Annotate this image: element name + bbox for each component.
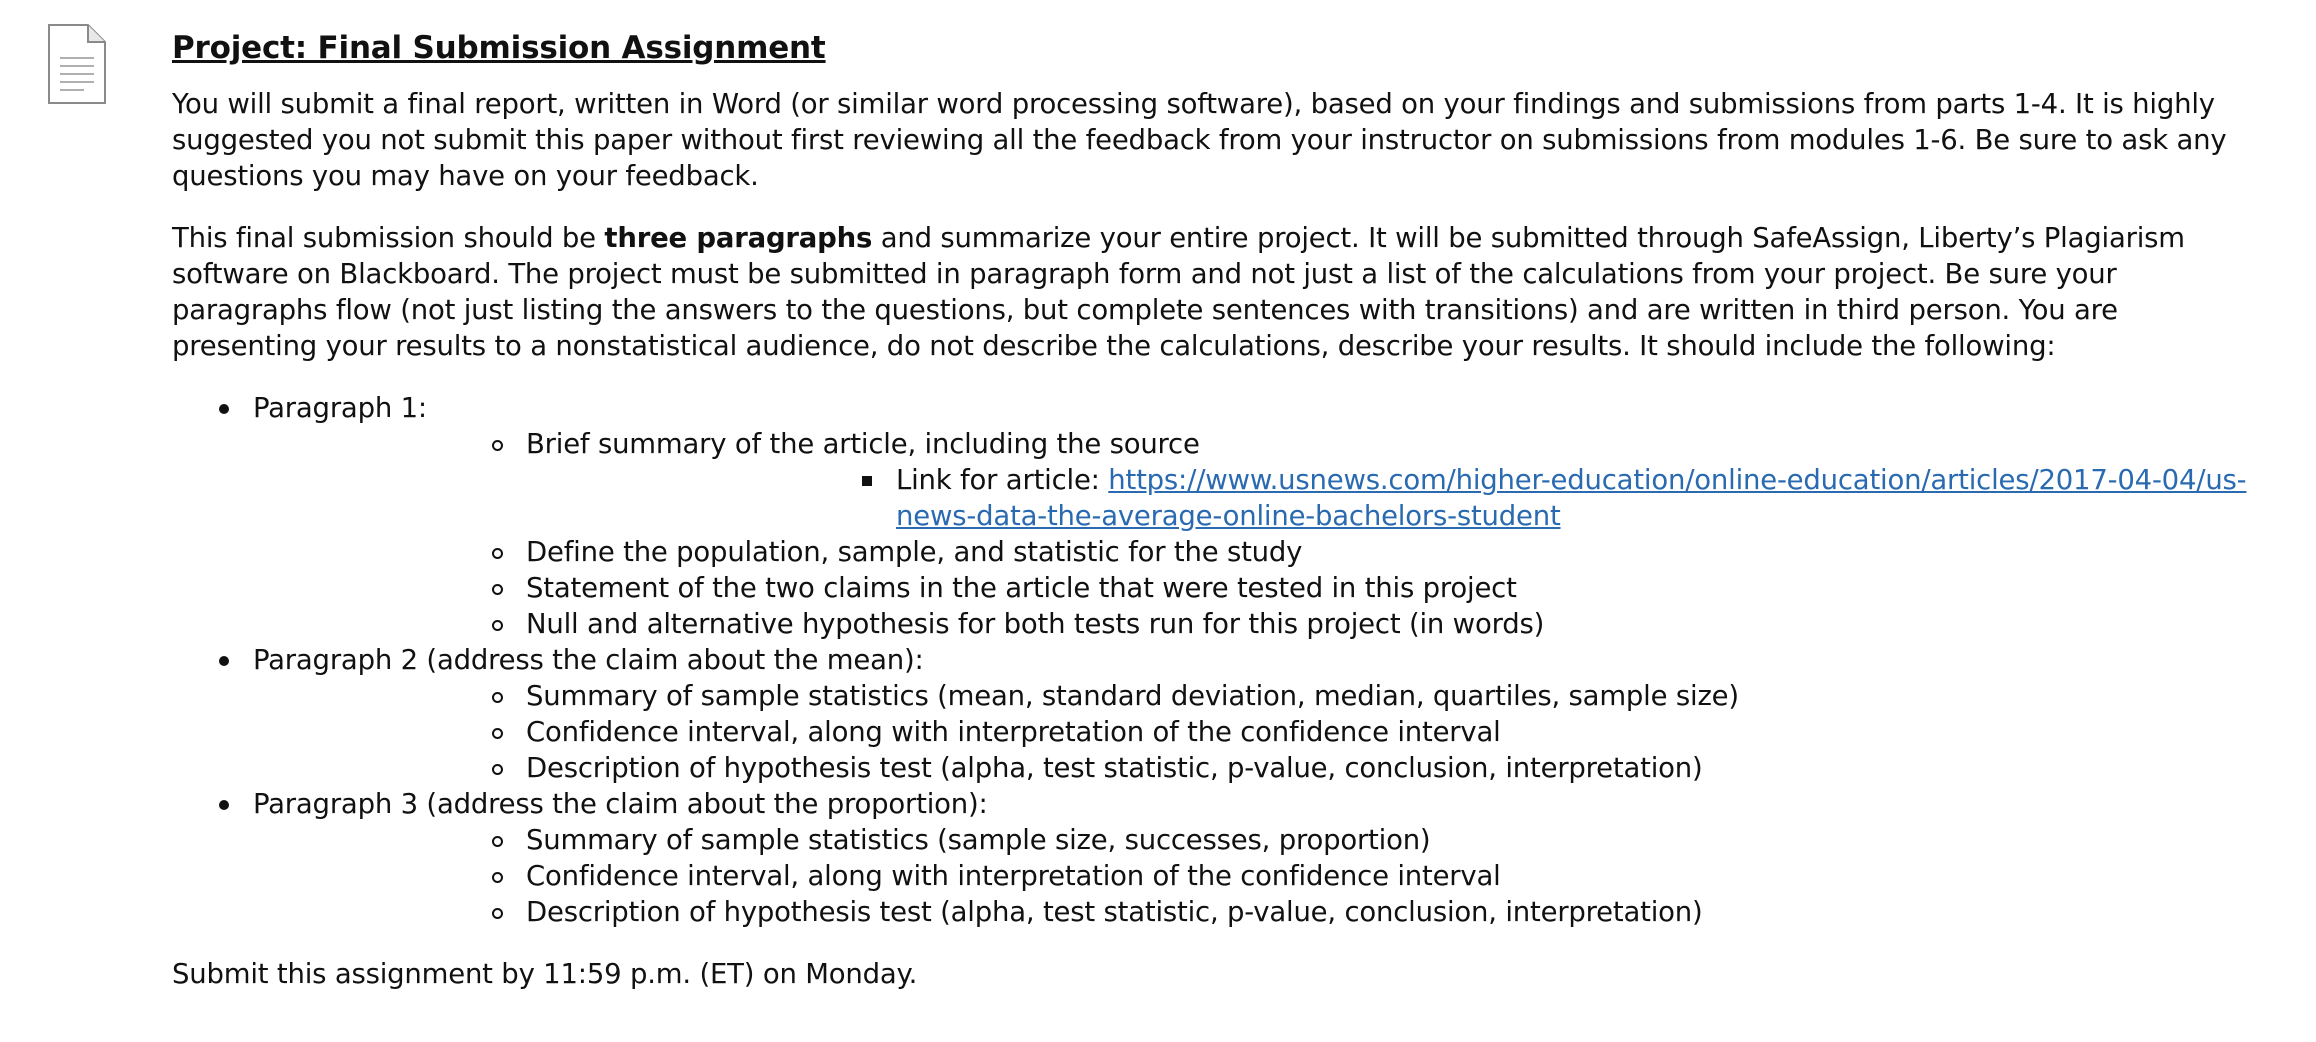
list-subitem [172,822,2262,858]
intro-paragraph: You will submit a final report, written in Word (or similar word processing software), based on your findings and submissions from parts 1-4. It is highly suggested you not submit this paper without first reviewing all the feedback from your instructor on submissions from modules 1-6. Be sure to ask any questions you may have on your feedback. [172,88,2227,192]
list-subitem-text: Summary of sample statistics (sample size, successes, proportion) [526,824,1431,856]
requirements-list [172,390,2262,930]
document-content [172,26,2262,1018]
list-subitem-text: Null and alternative hypothesis for both tests run for this project (in words) [526,608,1545,640]
list-item-label: Paragraph 2 (address the claim about the mean): [253,644,924,676]
hollow-bullet-icon [492,728,503,739]
document-file-icon [46,22,108,106]
list-subitem-text: Description of hypothesis test (alpha, test statistic, p-value, conclusion, interpretation) [526,752,1703,784]
list-subitem [172,750,2262,786]
list-subitem-text: Brief summary of the article, including the source [526,428,1200,460]
filled-bullet-icon [219,656,229,666]
link-label: Link for article: [896,464,1109,496]
list-subitem-text: Statement of the two claims in the article that were tested in this project [526,572,1517,604]
submission-deadline: Submit this assignment by 11:59 p.m. (ET) on Monday. [172,958,918,990]
list-subitem-text: Confidence interval, along with interpretation of the confidence interval [526,716,1501,748]
hollow-bullet-icon [492,548,503,559]
page-title: Project: Final Submission Assignment [172,30,826,66]
list-item-paragraph-1 [172,390,2262,426]
hollow-bullet-icon [492,764,503,775]
hollow-bullet-icon [492,692,503,703]
list-subitem [172,534,2262,570]
list-item-paragraph-3 [172,786,2262,822]
filled-bullet-icon [219,800,229,810]
list-item-label: Paragraph 3 (address the claim about the proportion): [253,788,988,820]
list-subitem-text: Define the population, sample, and statistic for the study [526,536,1303,568]
requirements-bold-text: three paragraphs [604,222,873,254]
list-subitem-text: Summary of sample statistics (mean, standard deviation, median, quartiles, sample size) [526,680,1739,712]
list-subsubitem-link [172,462,2262,534]
article-link[interactable]: https://www.usnews.com/higher-education/online-education/articles/2017-04-04/us-news-data-the-average-online-bachelors-student [896,464,2247,532]
list-item-label: Paragraph 1: [253,392,427,424]
filled-bullet-icon [219,404,229,414]
hollow-bullet-icon [492,584,503,595]
list-subitem [172,426,2262,462]
list-subitem [172,678,2262,714]
requirements-text-start: This final submission should be [172,222,605,254]
hollow-bullet-icon [492,620,503,631]
requirements-text-end: and summarize your entire project. It will be submitted through SafeAssign, Liberty’s Plagiarism software on Blackboard. The project must be submitted in paragraph form and not just a list of the calculations from your project. Be sure your paragraphs flow (not just listing the answers to the questions, but complete sentences with transitions) and are written in third person. You are presenting your results to a nonstatistical audience, do not describe the calculations, describe your results. It should include the following: [172,222,2185,362]
list-subitem [172,858,2262,894]
list-subitem-text: Description of hypothesis test (alpha, test statistic, p-value, conclusion, interpretation) [526,896,1703,928]
requirements-paragraph [172,220,2262,364]
hollow-bullet-icon [492,908,503,919]
hollow-bullet-icon [492,440,503,451]
hollow-bullet-icon [492,836,503,847]
list-subitem [172,894,2262,930]
list-subitem [172,714,2262,750]
list-subitem [172,606,2262,642]
list-item-paragraph-2 [172,642,2262,678]
hollow-bullet-icon [492,872,503,883]
list-subitem-text: Confidence interval, along with interpretation of the confidence interval [526,860,1501,892]
list-subitem [172,570,2262,606]
square-bullet-icon [862,476,872,486]
